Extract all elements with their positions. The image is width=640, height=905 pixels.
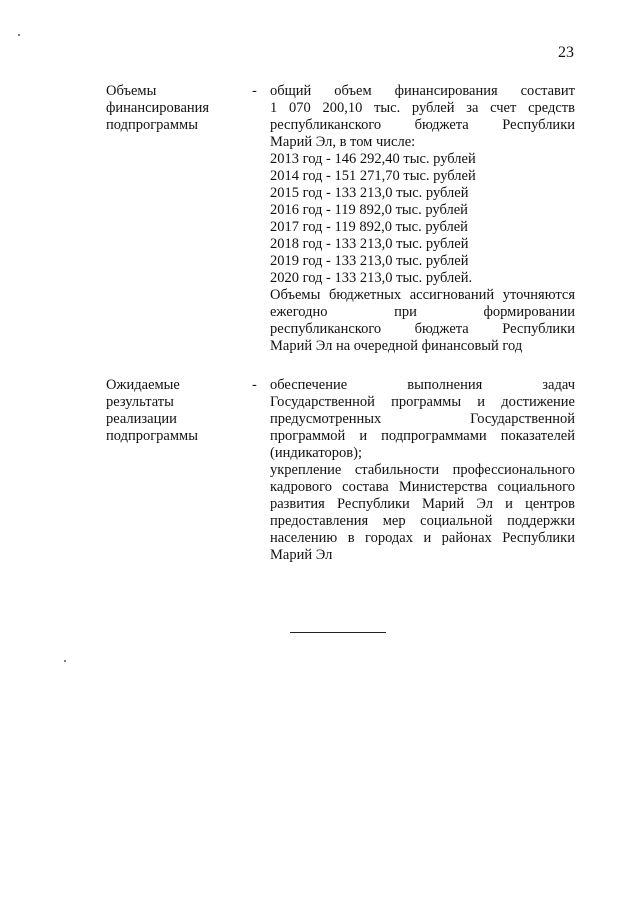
results-label [106, 377, 256, 445]
results-label-line: результаты [106, 394, 174, 410]
financing-year-2014: 2014 год - 151 271,70 тыс. рублей [270, 168, 476, 184]
financing-label [106, 83, 256, 134]
results-item2-line: предоставления мер социальной поддержки [270, 513, 575, 529]
page-number: 23 [558, 44, 574, 61]
results-label-line: подпрограммы [106, 428, 198, 444]
scan-speck [64, 660, 66, 662]
results-item2-line: развития Республики Марий Эл и центров [270, 496, 575, 512]
financing-year-2016: 2016 год - 119 892,0 тыс. рублей [270, 202, 468, 218]
financing-year-2013: 2013 год - 146 292,40 тыс. рублей [270, 151, 476, 167]
financing-intro-line: республиканского бюджета Республики [270, 117, 575, 133]
end-divider [290, 632, 386, 633]
results-label-line: реализации [106, 411, 177, 427]
financing-year-2015: 2015 год - 133 213,0 тыс. рублей [270, 185, 469, 201]
results-item2-line: кадрового состава Министерства социального [270, 479, 575, 495]
results-item1-line: предусмотренных Государственной [270, 411, 575, 427]
results-dash: - [252, 377, 257, 393]
financing-year-2019: 2019 год - 133 213,0 тыс. рублей [270, 253, 469, 269]
results-item1-last: (индикаторов); [270, 445, 362, 461]
financing-intro-last: Марий Эл, в том числе: [270, 134, 416, 150]
financing-dash: - [252, 83, 257, 99]
results-item2-line: укрепление стабильности профессионального [270, 462, 575, 478]
financing-intro-line: общий объем финансирования составит [270, 83, 575, 99]
financing-intro-line: 1 070 200,10 тыс. рублей за счет средств [270, 100, 575, 116]
financing-year-2018: 2018 год - 133 213,0 тыс. рублей [270, 236, 469, 252]
financing-year-2020: 2020 год - 133 213,0 тыс. рублей. [270, 270, 473, 286]
financing-label-line: Объемы [106, 83, 157, 99]
results-item1-line: обеспечение выполнения задач [270, 377, 575, 393]
results-label-line: Ожидаемые [106, 377, 180, 393]
scan-speck [18, 34, 20, 36]
results-item2-line: населению в городах и районах Республики [270, 530, 575, 546]
financing-note-last: Марий Эл на очередной финансовый год [270, 338, 523, 354]
results-item1-line: программой и подпрограммами показателей [270, 428, 575, 444]
financing-year-2017: 2017 год - 119 892,0 тыс. рублей [270, 219, 468, 235]
results-item2-last: Марий Эл [270, 547, 333, 563]
financing-note-line: Объемы бюджетных ассигнований уточняются [270, 287, 575, 303]
financing-note-line: республиканского бюджета Республики [270, 321, 575, 337]
financing-label-line: финансирования [106, 100, 210, 116]
financing-note-line: ежегодно при формировании [270, 304, 575, 320]
results-item1-line: Государственной программы и достижение [270, 394, 575, 410]
financing-label-line: подпрограммы [106, 117, 198, 133]
financing-content [270, 83, 575, 355]
results-content [270, 377, 575, 564]
